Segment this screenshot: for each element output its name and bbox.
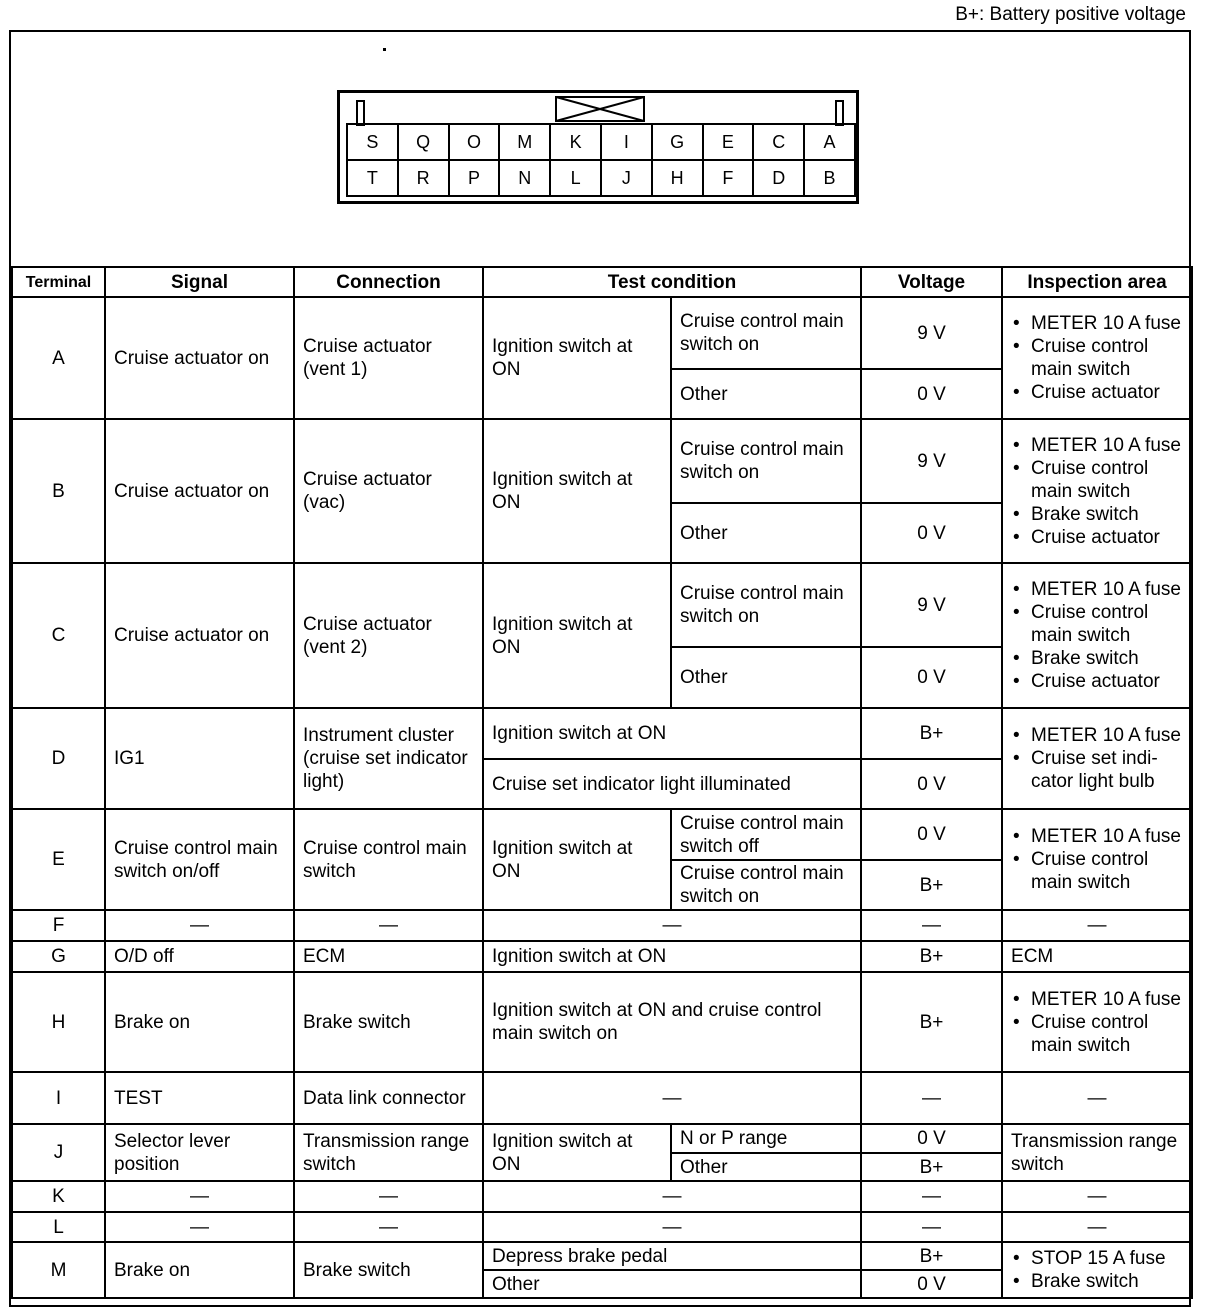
terminal-table: [11, 266, 1193, 1299]
connection-cell: Data link connector: [294, 1072, 483, 1124]
table-row: [12, 1072, 1192, 1124]
subcondition-cell: Cruise control main switch on: [671, 297, 861, 369]
inspection-cell: [1002, 1242, 1192, 1298]
signal-cell: Cruise actuator on: [105, 419, 294, 563]
inspection-cell: —: [1002, 910, 1192, 941]
condition-cell: Ignition switch at ON: [483, 809, 671, 910]
subcondition-cell: N or P range: [671, 1124, 861, 1153]
inspection-item: • Cruise control main switch: [1031, 457, 1183, 503]
signal-cell: O/D off: [105, 941, 294, 972]
pin: L: [550, 160, 601, 196]
connector-latch-icon: [555, 96, 645, 122]
connection-cell: Brake switch: [294, 1242, 483, 1298]
inspection-cell: [1002, 809, 1192, 910]
pin: A: [804, 124, 855, 160]
pin: S: [347, 124, 398, 160]
connection-cell: Transmission range switch: [294, 1124, 483, 1181]
voltage-cell: B+: [861, 941, 1002, 972]
inspection-cell: [1002, 297, 1192, 419]
inspection-cell: [1002, 419, 1192, 563]
table-row: [12, 972, 1192, 1072]
inspection-item: • Brake switch: [1031, 1270, 1183, 1293]
inspection-item: • Brake switch: [1031, 503, 1183, 526]
inspection-item: • Cruise set indi-cator light bulb: [1031, 747, 1183, 793]
voltage-cell: 0 V: [861, 503, 1002, 563]
terminal-cell: H: [12, 972, 105, 1072]
inspection-cell: [1002, 972, 1192, 1072]
inspection-item: • METER 10 A fuse: [1031, 312, 1183, 335]
inspection-item: • METER 10 A fuse: [1031, 578, 1183, 601]
terminal-cell: L: [12, 1212, 105, 1242]
pin: G: [652, 124, 703, 160]
condition-cell: Other: [483, 1270, 861, 1298]
voltage-cell: 0 V: [861, 1124, 1002, 1153]
signal-cell: —: [105, 910, 294, 941]
pin: I: [601, 124, 652, 160]
subcondition-cell: Cruise control main switch on: [671, 419, 861, 503]
condition-cell: Depress brake pedal: [483, 1242, 861, 1270]
header-voltage: Voltage: [861, 267, 1002, 297]
pin: C: [753, 124, 804, 160]
voltage-cell: 0 V: [861, 647, 1002, 708]
terminal-cell: E: [12, 809, 105, 910]
connection-cell: —: [294, 910, 483, 941]
subcondition-cell: Cruise control main switch off: [671, 809, 861, 860]
table-row: [12, 941, 1192, 972]
terminal-cell: F: [12, 910, 105, 941]
terminal-cell: A: [12, 297, 105, 419]
condition-cell: Ignition switch at ON: [483, 297, 671, 419]
terminal-cell: B: [12, 419, 105, 563]
pin: E: [703, 124, 754, 160]
voltage-cell: 9 V: [861, 297, 1002, 369]
table-row: [12, 1124, 1192, 1153]
voltage-cell: 0 V: [861, 759, 1002, 809]
inspection-cell: [1002, 708, 1192, 809]
condition-cell: Ignition switch at ON: [483, 419, 671, 563]
inspection-item: • Cruise actuator: [1031, 381, 1183, 404]
connection-cell: Cruise actuator (vent 1): [294, 297, 483, 419]
signal-cell: —: [105, 1212, 294, 1242]
pin: F: [703, 160, 754, 196]
signal-cell: Brake on: [105, 972, 294, 1072]
subcondition-cell: Other: [671, 1153, 861, 1181]
signal-cell: Cruise actuator on: [105, 563, 294, 708]
inspection-cell: —: [1002, 1072, 1192, 1124]
subcondition-cell: Cruise control main switch on: [671, 860, 861, 910]
inspection-item: • Cruise control main switch: [1031, 848, 1183, 894]
pin-grid: [346, 123, 856, 197]
signal-cell: Cruise control main switch on/off: [105, 809, 294, 910]
inspection-item: • METER 10 A fuse: [1031, 434, 1183, 457]
signal-cell: —: [105, 1181, 294, 1212]
voltage-cell: —: [861, 1181, 1002, 1212]
table-row: [12, 809, 1192, 860]
condition-cell: —: [483, 1181, 861, 1212]
connection-cell: Cruise control main switch: [294, 809, 483, 910]
header-inspection: Inspection area: [1002, 267, 1192, 297]
table-row: [12, 419, 1192, 503]
table-row: [12, 910, 1192, 941]
condition-cell: Ignition switch at ON and cruise control main switch on: [483, 972, 861, 1072]
voltage-cell: B+: [861, 1242, 1002, 1270]
pin: Q: [398, 124, 449, 160]
subcondition-cell: Other: [671, 369, 861, 419]
connection-cell: Instrument cluster (cruise set indicator light): [294, 708, 483, 809]
condition-cell: Ignition switch at ON: [483, 563, 671, 708]
connector-diagram: [11, 32, 1189, 267]
table-row: [12, 563, 1192, 647]
voltage-cell: B+: [861, 1153, 1002, 1181]
header-signal: Signal: [105, 267, 294, 297]
connector-table-frame: [9, 30, 1191, 1307]
inspection-item: • Cruise control main switch: [1031, 1011, 1183, 1057]
voltage-cell: 0 V: [861, 1270, 1002, 1298]
table-row: [12, 1181, 1192, 1212]
inspection-cell: ECM: [1002, 941, 1192, 972]
inspection-item: • Cruise actuator: [1031, 526, 1183, 549]
terminal-cell: G: [12, 941, 105, 972]
connection-cell: —: [294, 1181, 483, 1212]
inspection-cell: —: [1002, 1181, 1192, 1212]
condition-cell: Ignition switch at ON: [483, 708, 861, 759]
pin: K: [550, 124, 601, 160]
header-test-condition: Test condition: [483, 267, 861, 297]
connection-cell: Cruise actuator (vent 2): [294, 563, 483, 708]
table-row: [12, 708, 1192, 759]
pin-row-bottom: [347, 160, 855, 196]
connector-tab-right: [835, 100, 844, 126]
voltage-cell: 9 V: [861, 419, 1002, 503]
terminal-cell: K: [12, 1181, 105, 1212]
inspection-item: • METER 10 A fuse: [1031, 724, 1183, 747]
subcondition-cell: Cruise control main switch on: [671, 563, 861, 647]
pin: R: [398, 160, 449, 196]
terminal-cell: I: [12, 1072, 105, 1124]
voltage-cell: 9 V: [861, 563, 1002, 647]
terminal-cell: M: [12, 1242, 105, 1298]
terminal-cell: C: [12, 563, 105, 708]
condition-cell: —: [483, 910, 861, 941]
pin: J: [601, 160, 652, 196]
subcondition-cell: Other: [671, 503, 861, 563]
dot-mark: [383, 48, 386, 51]
header-terminal: Terminal: [12, 267, 105, 297]
inspection-item: • METER 10 A fuse: [1031, 988, 1183, 1011]
pin-row-top: [347, 124, 855, 160]
legend-note: B+: Battery positive voltage: [955, 4, 1186, 25]
table-row: [12, 297, 1192, 369]
header-connection: Connection: [294, 267, 483, 297]
pin: B: [804, 160, 855, 196]
pin: O: [449, 124, 500, 160]
inspection-item: • STOP 15 A fuse: [1031, 1247, 1183, 1270]
condition-cell: —: [483, 1072, 861, 1124]
voltage-cell: 0 V: [861, 809, 1002, 860]
signal-cell: IG1: [105, 708, 294, 809]
pin: N: [499, 160, 550, 196]
signal-cell: Selector lever position: [105, 1124, 294, 1181]
terminal-cell: D: [12, 708, 105, 809]
pin: H: [652, 160, 703, 196]
voltage-cell: B+: [861, 708, 1002, 759]
inspection-item: • Cruise control main switch: [1031, 335, 1183, 381]
condition-cell: Ignition switch at ON: [483, 1124, 671, 1181]
connection-cell: —: [294, 1212, 483, 1242]
signal-cell: Cruise actuator on: [105, 297, 294, 419]
signal-cell: TEST: [105, 1072, 294, 1124]
inspection-item: • Cruise control main switch: [1031, 601, 1183, 647]
subcondition-cell: Other: [671, 647, 861, 708]
voltage-cell: —: [861, 910, 1002, 941]
inspection-cell: Transmission range switch: [1002, 1124, 1192, 1181]
pin: T: [347, 160, 398, 196]
pin: P: [449, 160, 500, 196]
voltage-cell: 0 V: [861, 369, 1002, 419]
connection-cell: Cruise actuator (vac): [294, 419, 483, 563]
signal-cell: Brake on: [105, 1242, 294, 1298]
pin: M: [499, 124, 550, 160]
condition-cell: Cruise set indicator light illuminated: [483, 759, 861, 809]
inspection-item: • Brake switch: [1031, 647, 1183, 670]
table-header-row: [12, 267, 1192, 297]
condition-cell: Ignition switch at ON: [483, 941, 861, 972]
voltage-cell: B+: [861, 972, 1002, 1072]
connector-tab-left: [356, 100, 365, 126]
inspection-item: • METER 10 A fuse: [1031, 825, 1183, 848]
voltage-cell: —: [861, 1212, 1002, 1242]
inspection-item: • Cruise actuator: [1031, 670, 1183, 693]
table-row: [12, 1242, 1192, 1270]
connection-cell: Brake switch: [294, 972, 483, 1072]
connection-cell: ECM: [294, 941, 483, 972]
inspection-cell: —: [1002, 1212, 1192, 1242]
terminal-cell: J: [12, 1124, 105, 1181]
voltage-cell: —: [861, 1072, 1002, 1124]
condition-cell: —: [483, 1212, 861, 1242]
pin: D: [753, 160, 804, 196]
inspection-cell: [1002, 563, 1192, 708]
voltage-cell: B+: [861, 860, 1002, 910]
table-row: [12, 1212, 1192, 1242]
